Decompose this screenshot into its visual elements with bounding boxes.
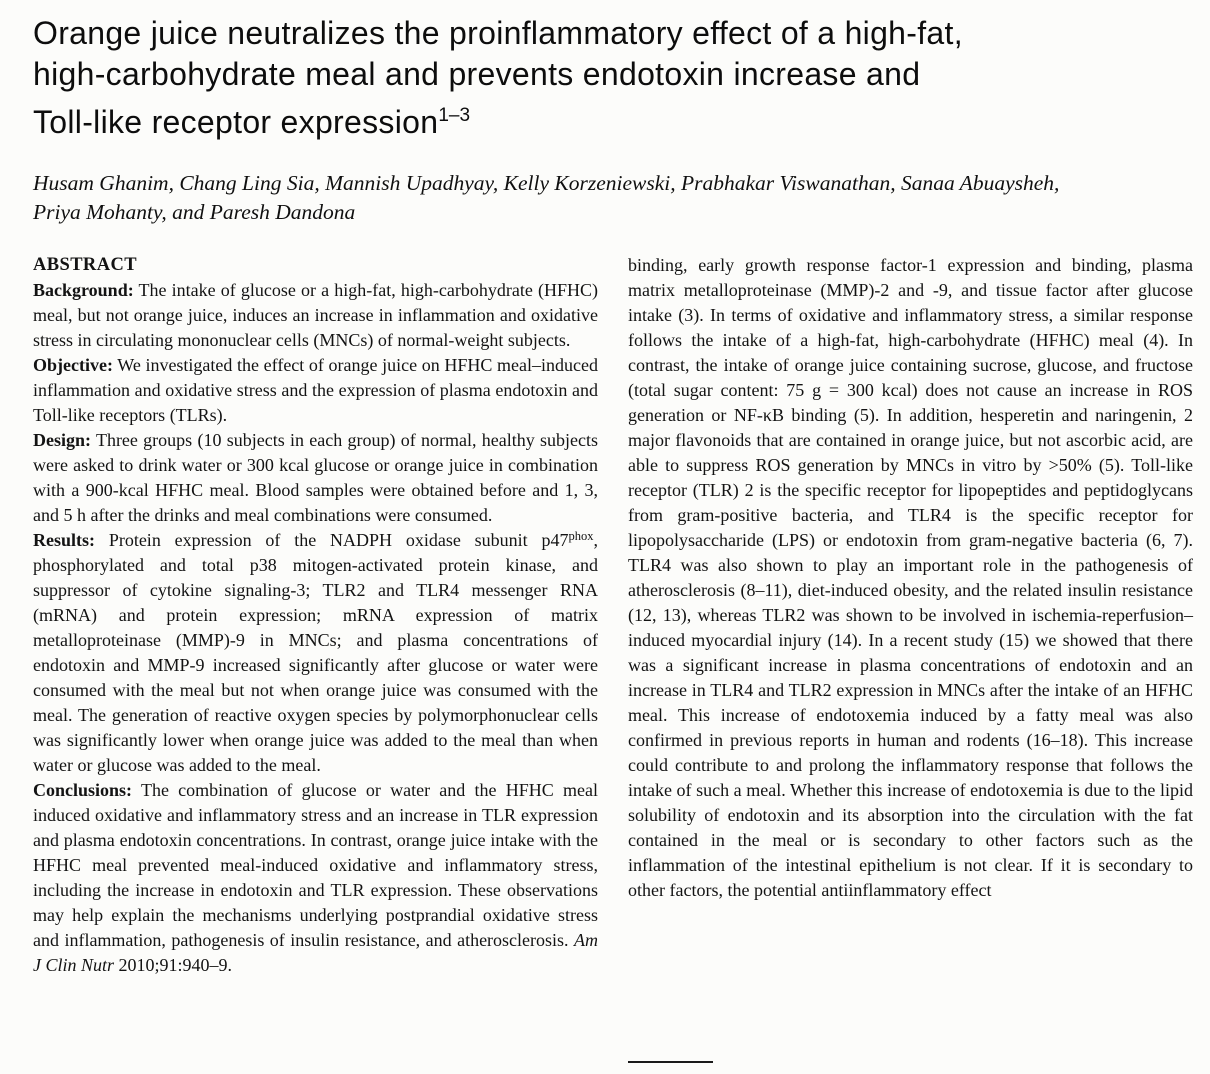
conclusions-label: Conclusions: [33,780,133,800]
author-byline-line-2: Priya Mohanty, and Paresh Dandona [33,200,356,224]
objective-text: We investigated the effect of orange juice on HFHC meal–induced inflammation and oxidative stress and the expression of plasma endotoxin and Toll-like receptors (TLRs). [33,355,598,425]
abstract-column [33,253,598,978]
results-text-pre: Protein expression of the NADPH oxidase subunit p47 [95,530,569,550]
background-label: Background: [33,280,134,300]
background-text: The intake of glucose or a high-fat, high-carbohydrate (HFHC) meal, but not orange juice, induces an increase in inflammation and oxidative stress in circulating mononuclear cells (MNCs) of normal-weight subjects. [33,280,598,350]
author-byline-line-1: Husam Ghanim, Chang Ling Sia, Mannish Upadhyay, Kelly Korzeniewski, Prabhakar Viswanathan, Sanaa Abuaysheh, [33,171,1060,195]
phox-superscript: phox [568,529,594,543]
introduction-paragraph: binding, early growth response factor-1 expression and binding, plasma matrix metalloproteinase (MMP)-2 and -9, and tissue factor after glucose intake (3). In terms of oxidative and inflammatory stress, a similar response follows the intake of a high-fat, high-carbohydrate (HFHC) meal (4). In contrast, the intake of orange juice containing sucrose, glucose, and fructose (total sugar content: 75 g = 300 kcal) does not cause an increase in ROS generation or NF-κB binding (5). In addition, hesperetin and naringenin, 2 major flavonoids that are contained in orange juice, but not ascorbic acid, are able to suppress ROS generation by MNCs in vitro by >50% (5). Toll-like receptor (TLR) 2 is the specific receptor for lipopeptides and peptidoglycans from gram-positive bacteria, and TLR4 is the specific receptor for lipopolysaccharide (LPS) or endotoxin from gram-negative bacteria (6, 7). TLR4 was also shown to play an important role in the pathogenesis of atherosclerosis (8–11), diet-induced obesity, and the related insulin resistance (12, 13), whereas TLR2 was shown to be involved in ischemia-reperfusion–induced myocardial injury (14). In a recent study (15) we showed that there was a significant increase in plasma concentrations of endotoxin and an increase in TLR4 and TLR2 expression in MNCs after the intake of an HFHC meal. This increase of endotoxemia induced by a fatty meal was also confirmed in previous reports in human and rodents (16–18). This increase could contribute to and prolong the inflammatory response that follows the intake of such a meal. Whether this increase of endotoxemia is due to the lipid solubility of endotoxin and its absorption into the circulation with the fat contained in the meal or is secondary to other factors such as the inflammation of the intestinal epithelium is not clear. If it is secondary to other factors, the potential antiinflammatory effect [628,255,1193,900]
article-title [33,13,1193,143]
conclusions-text: The combination of glucose or water and the HFHC meal induced oxidative and inflammatory stress and an increase in TLR expression and plasma endotoxin concentrations. In contrast, orange juice intake with the HFHC meal prevented meal-induced oxidative and inflammatory stress, including the increase in endotoxin and TLR expression. These observations may help explain the mechanisms underlying postprandial oxidative stress and inflammation, pathogenesis of insulin resistance, and atherosclerosis. [33,780,598,950]
footnote-divider [628,1061,713,1063]
design-text: Three groups (10 subjects in each group) of normal, healthy subjects were asked to drink water or 300 kcal glucose or orange juice in combination with a 900-kcal HFHC meal. Blood samples were obtained before and 1, 3, and 5 h after the drinks and meal combinations were consumed. [33,430,598,525]
author-byline [33,169,1193,227]
citation-journal-name: Am J Clin Nutr [33,930,598,975]
two-column-body [33,253,1193,978]
abstract-conclusions-paragraph [33,778,598,978]
citation-volume-pages: 2010;91:940–9. [114,955,233,975]
results-label: Results: [33,530,95,550]
abstract-heading: ABSTRACT [33,255,137,275]
article-title-line-2: high-carbohydrate meal and prevents endotoxin increase and [33,56,921,92]
introduction-column [628,253,1193,978]
article-title-line-3-text: Toll-like receptor expression [33,104,439,140]
results-text-post: , phosphorylated and total p38 mitogen-activated protein kinase, and suppressor of cytokine signaling-3; TLR2 and TLR4 messenger RNA (mRNA) and protein expression; mRNA expression of matrix metalloproteinase (MMP)-9 in MNCs; and plasma concentrations of endotoxin and MMP-9 increased significantly after glucose or water were consumed with the meal but not when orange juice was consumed with the meal. The generation of reactive oxygen species by polymorphonuclear cells was significantly lower when orange juice was added to the meal than when water or glucose was added to the meal. [33,530,598,775]
abstract-background-paragraph [33,278,598,353]
design-label: Design: [33,430,91,450]
article-title-line-3 [33,95,1193,143]
article-title-line-1: Orange juice neutralizes the proinflammatory effect of a high-fat, [33,15,963,51]
abstract-results-paragraph [33,528,598,778]
objective-label: Objective: [33,355,113,375]
abstract-objective-paragraph [33,353,598,428]
abstract-design-paragraph [33,428,598,528]
title-footnote-superscript: 1–3 [438,105,471,126]
